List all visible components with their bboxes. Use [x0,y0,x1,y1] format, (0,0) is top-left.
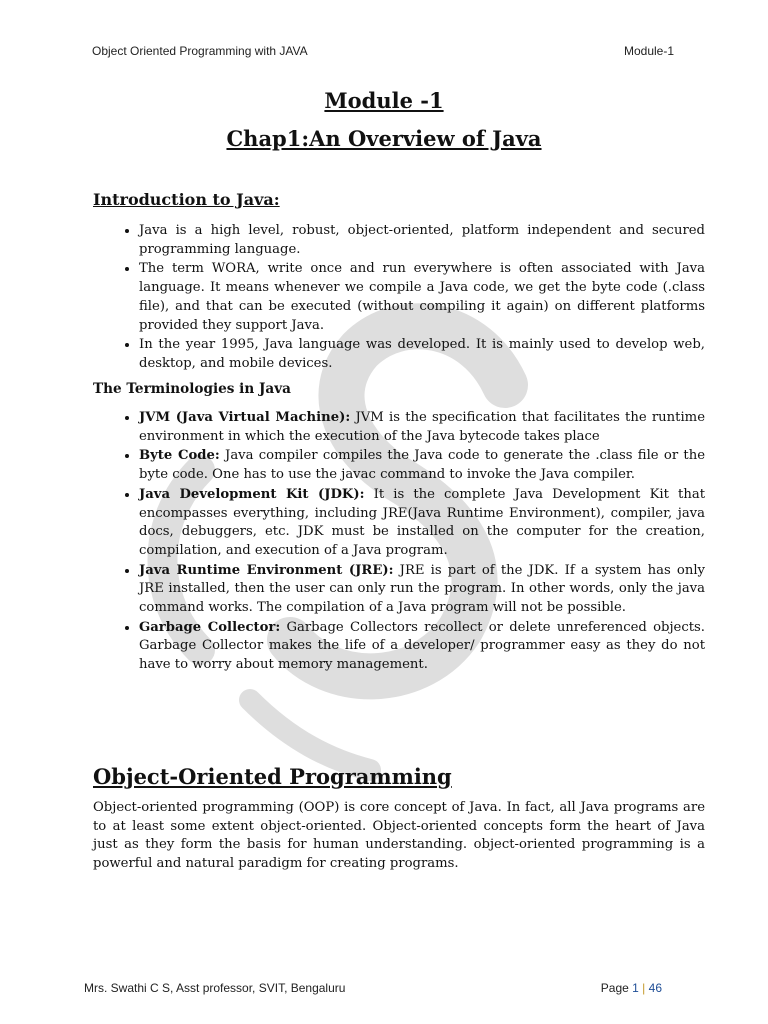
terminologies-section [93,381,705,675]
terminology-term: JVM (Java Virtual Machine): [139,410,351,425]
page-total: 46 [648,981,662,995]
intro-bullet: • Java is a high level, robust, object-oriented, platform independent and secured programming language. [139,221,705,259]
terminology-term: Java Development Kit (JDK): [139,486,365,502]
terminology-item [139,618,705,675]
terminology-term: Byte Code: [139,448,220,464]
terminology-item [139,408,705,446]
page-header [92,44,674,58]
terminology-text: JRE is part of the JDK. If a system has only JRE installed, then the user can only run the program. In other words, only the java command works. The compilation of a Java program will not be possible. [139,562,705,616]
terminologies-heading: The Terminologies in Java [93,381,291,397]
terminology-text: Java compiler compiles the Java code to generate the .class file or the byte code. One has to use the javac command to invoke the Java compiler. [139,448,705,483]
terminology-text: It is the complete Java Development Kit that encompasses everything, including JRE(Java Runtime Environment), compiler, java docs, debuggers, etc. JDK must be installed on the computer for the creation, compilation, and execution of a Java program. [139,486,705,558]
footer-author: Mrs. Swathi C S, Asst professor, SVIT, Bengaluru [84,981,346,995]
terminology-term: Garbage Collector: [139,619,281,635]
terminology-term: Java Runtime Environment (JRE): [139,562,394,578]
terminology-item [139,446,705,484]
module-title: Module -1 [324,88,444,113]
intro-bullet: • The term WORA, write once and run everywhere is often associated with Java language. It means whenever we compile a Java code, we get the byte code (.class file), and that can be executed (without compiling it again) on different platforms provided they support Java. [139,259,705,335]
header-module-label: Module-1 [623,44,674,58]
terminologies-list [93,408,705,675]
page-number [601,981,662,995]
oop-paragraph: Object-oriented programming (OOP) is core concept of Java. In fact, all Java programs are to at least some extent object-oriented. Object-oriented concepts form the heart of Java just as they form the basis for human understanding. object-oriented programming is a powerful and natural paradigm for creating programs. [93,800,705,872]
page-current: 1 [632,981,639,995]
intro-section [93,190,705,374]
terminology-text: JVM is the specification that facilitates the runtime environment in which the execution of the Java bytecode takes place [139,410,705,444]
terminology-text: Garbage Collectors recollect or delete unreferenced objects. Garbage Collector makes the life of a developer/ programmer easy as they do not have to worry about memory management. [139,619,705,673]
header-course-title: Object Oriented Programming with JAVA [92,44,308,58]
intro-heading: Introduction to Java: [93,190,280,209]
oop-section [93,764,705,874]
chapter-title: Chap1:An Overview of Java [226,126,542,151]
page-separator: | [642,981,646,995]
page-footer [84,981,662,995]
terminology-item [139,561,705,618]
page-label: Page [600,981,629,995]
intro-bullet: • In the year 1995, Java language was developed. It is mainly used to develop web, desktop, and mobile devices. [139,335,705,373]
intro-bullet-list [93,221,705,374]
oop-heading: Object-Oriented Programming [93,764,452,789]
terminology-item [139,485,705,561]
